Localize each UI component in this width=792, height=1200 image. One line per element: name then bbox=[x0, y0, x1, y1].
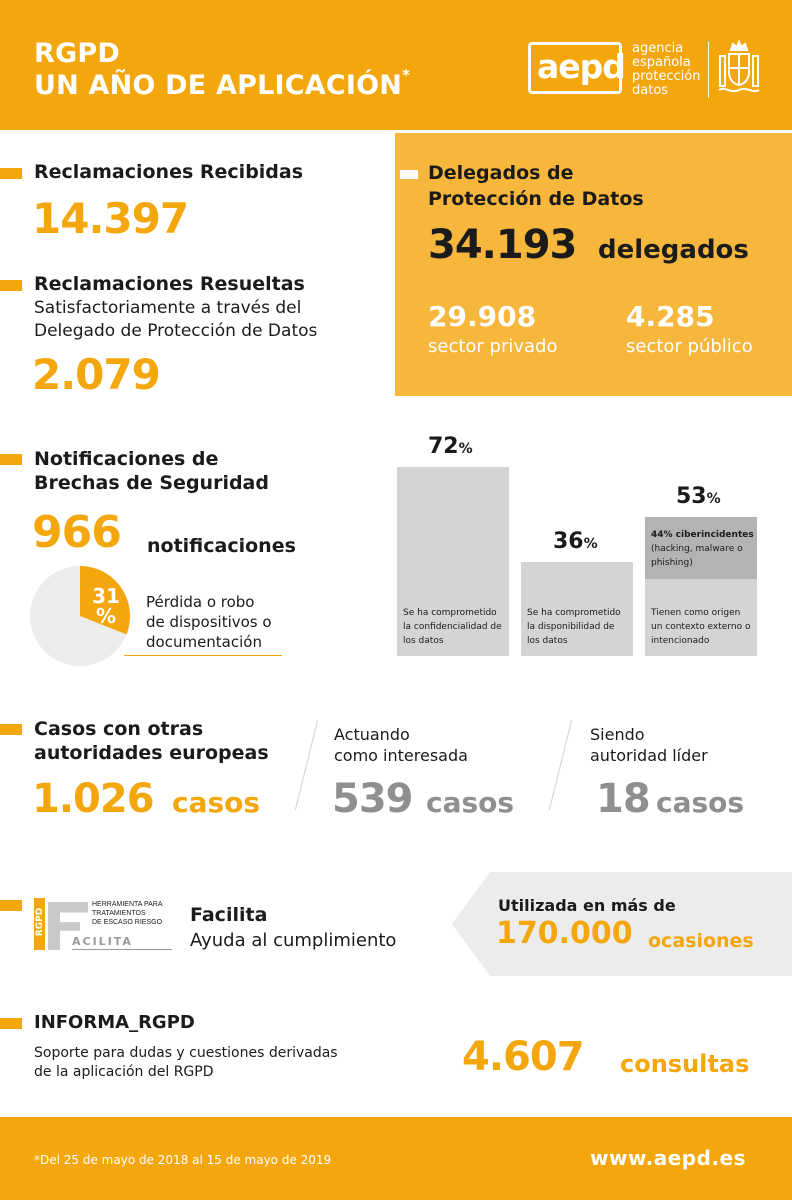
bar-label-line: la confidencialidad de bbox=[403, 622, 502, 632]
delegados-total: 34.193 bbox=[428, 222, 577, 268]
footnote-mark: * bbox=[402, 66, 411, 84]
section-marker bbox=[400, 170, 418, 179]
bar-pct-sign: % bbox=[706, 491, 721, 507]
facilita-uses-label: Utilizada en más de bbox=[498, 896, 676, 915]
facilita-caption-line: TRATAMIENTOS bbox=[92, 910, 146, 917]
brechas-title-line: Notificaciones de bbox=[34, 448, 219, 470]
bar-sub-title: 44% ciberincidentes bbox=[651, 530, 754, 540]
section-marker bbox=[0, 454, 22, 465]
aepd-logo bbox=[528, 42, 625, 94]
reclamaciones-recibidas-title: Reclamaciones Recibidas bbox=[34, 161, 304, 183]
footer-url-link[interactable]: www.aepd.es bbox=[590, 1146, 747, 1170]
bar-sub-line: (hacking, malware o bbox=[651, 544, 743, 554]
casos-lider-label bbox=[590, 724, 708, 766]
facilita-uses-value: 170.000 bbox=[496, 916, 633, 951]
bar-label-line: un contexto externo o bbox=[651, 622, 751, 632]
pie-percentage-sign: % bbox=[95, 604, 117, 628]
casos-interesada-label bbox=[334, 724, 468, 766]
brechas-title-line: Brechas de Seguridad bbox=[34, 472, 269, 494]
casos-total-value: 1.026 bbox=[32, 776, 154, 822]
logo-line: española bbox=[632, 55, 691, 70]
bar-pct-sign: % bbox=[458, 441, 473, 457]
logo-divider bbox=[708, 42, 709, 98]
informa-title: INFORMA_RGPD bbox=[34, 1012, 195, 1033]
facilita-logo-rule bbox=[72, 949, 172, 950]
bar-label-line: los datos bbox=[527, 636, 568, 646]
facilita-uses-unit: ocasiones bbox=[648, 930, 754, 952]
casos-label-line: autoridad líder bbox=[590, 746, 708, 765]
facilita-title: Facilita bbox=[190, 904, 268, 926]
facilita-logo bbox=[34, 898, 174, 950]
bar-label-line: Tienen como origen bbox=[651, 608, 741, 618]
section-marker bbox=[0, 724, 22, 735]
bar-label-line: Se ha comprometido bbox=[527, 608, 621, 618]
reclamaciones-recibidas-value: 14.397 bbox=[32, 194, 189, 243]
casos-label-line: Actuando bbox=[334, 725, 410, 744]
bar-pct-confidencialidad bbox=[428, 434, 473, 459]
informa-value: 4.607 bbox=[462, 1034, 584, 1080]
bar-pct-number: 36 bbox=[553, 529, 584, 554]
footer-note: *Del 25 de mayo de 2018 al 15 de mayo de 2019 bbox=[34, 1153, 332, 1167]
reclamaciones-resueltas-desc-1: Satisfactoriamente a través del bbox=[34, 298, 302, 318]
casos-lider-value: 18 bbox=[596, 776, 650, 822]
pie-label-line: de dispositivos o bbox=[146, 613, 272, 631]
bar-label-origen-externo bbox=[651, 606, 750, 648]
bar-pct-number: 53 bbox=[676, 484, 707, 509]
bar-pct-disponibilidad bbox=[553, 529, 598, 554]
bar-pct-sign: % bbox=[583, 536, 598, 552]
informa-unit: consultas bbox=[620, 1050, 750, 1078]
casos-lider-unit: casos bbox=[656, 786, 745, 819]
casos-label-line: como interesada bbox=[334, 746, 468, 765]
divider bbox=[549, 720, 572, 810]
section-marker bbox=[0, 900, 22, 911]
delegados-title bbox=[428, 160, 644, 212]
casos-interesada-unit: casos bbox=[426, 786, 515, 819]
bar-sub-line: phishing) bbox=[651, 558, 693, 568]
aepd-logo-text bbox=[632, 42, 700, 98]
reclamaciones-resueltas-title: Reclamaciones Resueltas bbox=[34, 273, 305, 295]
casos-total-unit: casos bbox=[172, 786, 261, 819]
bar-label-line: la disponibilidad de bbox=[527, 622, 615, 632]
pie-percentage bbox=[88, 586, 124, 626]
logo-line: agencia bbox=[632, 41, 684, 56]
bar-pct-origen-externo bbox=[676, 484, 721, 509]
pie-label-line: documentación bbox=[146, 633, 262, 651]
casos-title-line: autoridades europeas bbox=[34, 742, 269, 764]
bar-label-line: Se ha comprometido bbox=[403, 608, 497, 618]
facilita-logo-rgpd: RGPD bbox=[35, 907, 45, 937]
casos-label-line: Siendo bbox=[590, 725, 645, 744]
casos-title bbox=[34, 717, 269, 765]
informa-desc-line: Soporte para dudas y cuestiones derivadas bbox=[34, 1045, 338, 1061]
pie-underline bbox=[124, 655, 282, 656]
pie-percentage-number: 31 bbox=[92, 584, 120, 608]
page-subtitle bbox=[34, 66, 411, 101]
delegados-publico-label: sector público bbox=[626, 336, 753, 357]
delegados-privado-value: 29.908 bbox=[428, 300, 537, 333]
bar-label-disponibilidad bbox=[527, 606, 621, 648]
bar-label-line: intencionado bbox=[651, 636, 710, 646]
facilita-caption-line: HERRAMIENTA PARA bbox=[92, 901, 163, 908]
logo-line: datos bbox=[632, 83, 669, 98]
brechas-value: 966 bbox=[32, 507, 121, 558]
bar-pct-number: 72 bbox=[428, 434, 459, 459]
bar-label-confidencialidad bbox=[403, 606, 502, 648]
informa-desc-line: de la aplicación del RGPD bbox=[34, 1064, 214, 1080]
pie-label bbox=[146, 592, 272, 652]
casos-interesada-value: 539 bbox=[332, 776, 413, 822]
section-marker bbox=[0, 280, 22, 291]
facilita-subtitle: Ayuda al cumplimiento bbox=[190, 930, 397, 951]
reclamaciones-resueltas-desc-2: Delegado de Protección de Datos bbox=[34, 321, 318, 341]
brechas-unit: notificaciones bbox=[147, 535, 296, 557]
aepd-logo-mark: aepd bbox=[537, 47, 625, 86]
informa-description bbox=[34, 1044, 338, 1082]
delegados-publico-value: 4.285 bbox=[626, 300, 715, 333]
brechas-title bbox=[34, 447, 269, 495]
logo-line: protección bbox=[632, 69, 701, 84]
section-marker bbox=[0, 1018, 22, 1029]
casos-title-line: Casos con otras bbox=[34, 718, 204, 740]
delegados-title-line: Protección de Datos bbox=[428, 188, 644, 210]
delegados-unit: delegados bbox=[598, 235, 749, 265]
bar-sub-ciberincidentes bbox=[651, 528, 754, 570]
section-marker bbox=[0, 168, 22, 179]
coat-of-arms-icon bbox=[718, 40, 760, 100]
bar-label-line: los datos bbox=[403, 636, 444, 646]
facilita-logo-caption bbox=[92, 900, 163, 927]
divider bbox=[295, 720, 318, 810]
delegados-title-line: Delegados de bbox=[428, 162, 574, 184]
page-subtitle-text: UN AÑO DE APLICACIÓN bbox=[34, 70, 403, 101]
page-title: RGPD bbox=[34, 38, 120, 69]
delegados-privado-label: sector privado bbox=[428, 336, 558, 357]
facilita-logo-word: ACILITA bbox=[72, 935, 133, 948]
reclamaciones-resueltas-value: 2.079 bbox=[32, 350, 160, 399]
facilita-caption-line: DE ESCASO RIESGO bbox=[92, 919, 163, 926]
pie-label-line: Pérdida o robo bbox=[146, 593, 255, 611]
